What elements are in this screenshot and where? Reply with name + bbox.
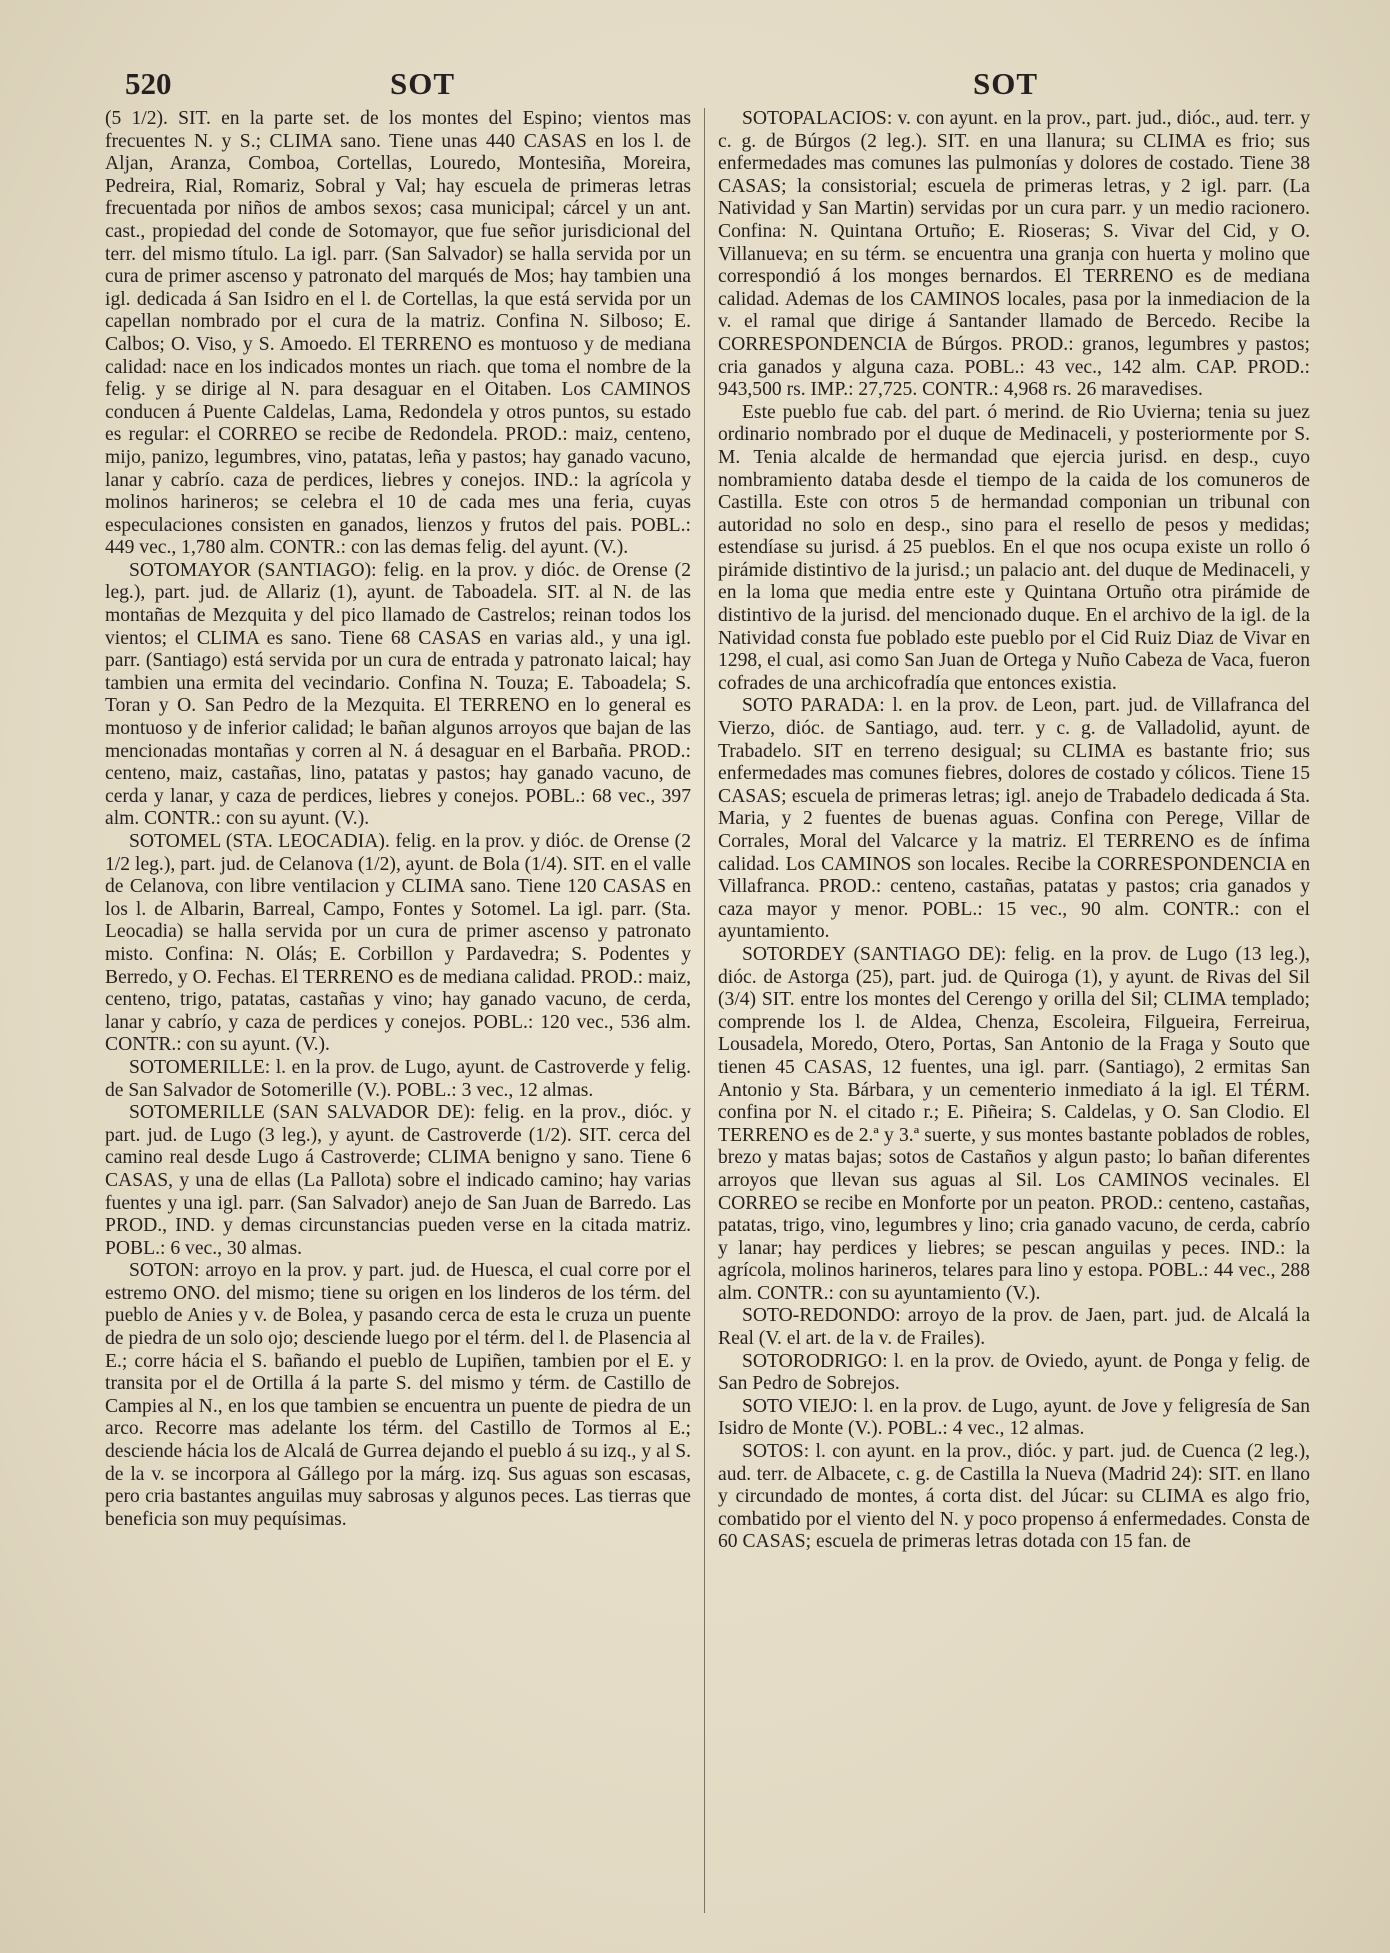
entry-soton: SOTON: arroyo en la prov. y part. jud. de Huesca, el cual corre por el estremo ONO. del mismo; tiene su origen en los linderos de los térm. del pueblo de Anies y v. de Bolea, y pasando cerca de esta le cruza un puente de piedra de un solo ojo; desciende luego por el térm. del l. de Plasencia al E.; corre hácia el S. bañando el pueblo de Lupiñen, tambien por el E. y transita por el de Ortilla á la parte S. del mismo y térm. de Castillo de Campies al N., en los que tambien se encuentra un puente de piedra de un arco. Recorre mas adelante los térm. del Castillo de Tormos al E.; desciende hácia los de Alcalá de Gurrea dejando el pueblo á su izq., y al S. de la v. se incorpora al Gállego por la márg. izq. Sus aguas son escasas, pero cria bastantes anguilas muy sabrosas y algunos peces. Las tierras que beneficia son muy pequísimas. (105, 1260, 691, 1530)
column-divider (704, 108, 705, 1913)
entry-sotomerille: SOTOMERILLE: l. en la prov. de Lugo, ayunt. de Castroverde y felig. de San Salvador de Sotomerille (V.). POBL.: 3 vec., 12 almas. (105, 1056, 691, 1101)
left-running-head: SOT (390, 66, 456, 101)
entry-sotomerille-san-salvador: SOTOMERILLE (SAN SALVADOR DE): felig. en la prov., dióc. y part. jud. de Lugo (3 leg.), y ayunt. de Castroverde (1/2). SIT. cerca del camino real desde Lugo á Castroverde; CLIMA benigno y sano. Tiene 6 CASAS, y una de ellas (La Pallota) sobre el indicado camino; hay varias fuentes y una igl. parr. (San Salvador) anejo de San Juan de Barredo. Las PROD., IND. y demas circunstancias pueden verse en la citada matriz. POBL.: 6 vec., 30 almas. (105, 1102, 691, 1259)
entry-sotomayor-santiago: SOTOMAYOR (SANTIAGO): felig. en la prov. y dióc. de Orense (2 leg.), part. jud. de Allariz (1), ayunt. de Taboadela. SIT. al N. de las montañas de Mezquita y del pico llamado de Castrelos; reinan todos los vientos; el CLIMA es sano. Tiene 68 CASAS en varias ald., y una igl. parr. (Santiago) está servida por un cura de entrada y patronato laical; hay tambien una ermita del vecindario. Confina N. Touza; E. Taboadela; S. Toran y O. San Pedro de la Mezquita. El TERRENO en lo general es montuoso y de inferior calidad; le bañan algunos arroyos que bajan de las mencionadas montañas y corren al N. á desaguar en el Barbaña. PROD.: centeno, maiz, castañas, lino, patatas y pastos; hay ganado vacuno, de cerda y lanar, y caza de perdices, liebres y conejos. POBL.: 68 vec., 397 alm. CONTR.: con su ayunt. (V.). (105, 559, 691, 830)
entry-sotopalacios: SOTOPALACIOS: v. con ayunt. en la prov., part. jud., dióc., aud. terr. y c. g. de Búrgos (2 leg.). SIT. en una llanura; su CLIMA es frio; sus enfermedades mas comunes las pulmonías y dolores de costado. Tiene 38 CASAS; la consistorial; escuela de primeras letras, y 2 igl. parr. (La Natividad y San Martin) servidas por un cura parr. y un medio racionero. Confina: N. Quintana Ortuño; E. Rioseras; S. Vivar del Cid, y O. Villanueva; en su térm. se encuentra una granja con huerta y molino que correspondió á los monges bernardos. El TERRENO es de mediana calidad. Ademas de los CAMINOS locales, pasa por la inmediacion de la v. el ramal que dirige á Santander llamado de Bercedo. Recibe la CORRESPONDENCIA de Búrgos. PROD.: granos, legumbres y pastos; cria ganados y alguna caza. POBL.: 43 vec., 142 alm. CAP. PROD.: 943,500 rs. IMP.: 27,725. CONTR.: 4,968 rs. 26 maravedises. (718, 108, 1310, 401)
entry-sotomayor-continued: (5 1/2). SIT. en la parte set. de los montes del Espino; vientos mas frecuentes N. y S.; CLIMA sano. Tiene unas 440 CASAS en los l. de Aljan, Aranza, Comboa, Cortellas, Louredo, Montesiña, Moreira, Pedreira, Rial, Romariz, Sobral y Val; hay escuela de primeras letras frecuentada por niños de ambos sexos; casa municipal; cárcel y un ant. cast., propiedad del conde de Sotomayor, que fue señor jurisdicional del terr. del mismo título. La igl. parr. (San Salvador) se halla servida por un cura de primer ascenso y patronato del marqués de Mos; hay tambien una igl. dedicada á San Isidro en el l. de Cortellas, la que está servida por un capellan nombrado por el cura de la matriz. Confina N. Silboso; E. Calbos; O. Viso, y S. Amoedo. El TERRENO es montuoso y de mediana calidad: nace en los indicados montes un riach. que toma el nombre de la felig. y se dirige al N. para desaguar en el Oitaben. Los CAMINOS conducen á Puente Caldelas, Lama, Redondela y otros puntos, su estado es regular: el CORREO se recibe de Redondela. PROD.: maiz, centeno, mijo, panizo, legumbres, vino, patatas, leña y pastos; hay ganado vacuno, lanar y cabrío. caza de perdices, liebres y conejos. IND.: la agrícola y molinos harineros; se celebra el 10 de cada mes una feria, cuyas especulaciones consisten en ganados, lienzos y frutos del pais. POBL.: 449 vec., 1,780 alm. CONTR.: con las demas felig. del ayunt. (V.). (105, 108, 691, 559)
left-column (105, 108, 691, 1928)
entry-sotos: SOTOS: l. con ayunt. en la prov., dióc. y part. jud. de Cuenca (2 leg.), aud. terr. de Albacete, c. g. de Castilla la Nueva (Madrid 24): SIT. en llano y circundado de montes, á corta dist. del Júcar: su CLIMA es algo frio, combatido por el viento del N. y poco propenso á enfermedades. Consta de 60 CASAS; escuela de primeras letras dotada con 15 fan. de (718, 1441, 1310, 1553)
entry-sotomel: SOTOMEL (STA. LEOCADIA). felig. en la prov. y dióc. de Orense (2 1/2 leg.), part. jud. de Celanova (1/2), ayunt. de Bola (1/4). SIT. en el valle de Celanova, con libre ventilacion y CLIMA sano. Tiene 120 CASAS en los l. de Albarin, Barreal, Campo, Fontes y Sotomel. La igl. parr. (Sta. Leocadia) se halla servida por un cura de primer ascenso y patronato misto. Confina: N. Olás; E. Corbillon y Pardavedra; S. Podentes y Berredo, y O. Fechas. El TERRENO es de mediana calidad. PROD.: maiz, centeno, trigo, patatas, castañas y vino; hay ganado vacuno, de cerda, lanar y cabrío, y caza de perdices y conejos. POBL.: 120 vec., 536 alm. CONTR.: con su ayunt. (V.). (105, 831, 691, 1056)
entry-sotorodrigo: SOTORODRIGO: l. en la prov. de Oviedo, ayunt. de Ponga y felig. de San Pedro de Sobrejos. (718, 1350, 1310, 1395)
page-header (125, 66, 1315, 104)
entry-sotopalacios-history: Este pueblo fue cab. del part. ó merind. de Rio Uvierna; tenia su juez ordinario nombrado por el duque de Medinaceli, y posteriormente por S. M. Tenia alcalde de hermandad que ejercia jurisd. en desp., cuyo nombramiento databa desde el tiempo de la caida de los comuneros de Castilla. Este con otros 5 de hermandad componian un tribunal con autoridad no solo en desp., sino para el resello de pesos y medidas; estendíase su jurisd. á 25 pueblos. En el que nos ocupa existe un rollo ó pirámide distintivo de la jurisd.; un palacio ant. del duque de Medinaceli, y en la loma que media entre este y Quintana Ortuño otra pirámide de distintivo de la jurisd. del mencionado duque. En el archivo de la igl. de la Natividad consta fue poblado este pueblo por el Cid Ruiz Diaz de Vivar en 1298, el cual, asi como San Juan de Ortega y Nuño Cabeza de Vaca, fueron cofrades de una archicofradía que entonces existia. (718, 401, 1310, 694)
entry-soto-viejo: SOTO VIEJO: l. en la prov. de Lugo, ayunt. de Jove y feligresía de San Isidro de Monte (V.). POBL.: 4 vec., 12 almas. (718, 1395, 1310, 1440)
page-number: 520 (125, 66, 172, 101)
entry-sotordey: SOTORDEY (SANTIAGO DE): felig. en la prov. de Lugo (13 leg.), dióc. de Astorga (25), part. jud. de Quiroga (1), y ayunt. de Rivas del Sil (3/4) SIT. entre los montes del Cerengo y orilla del Sil; CLIMA templado; comprende los l. de Aldea, Chenza, Escoleira, Filgueira, Ferreirua, Lousadela, Moredo, Otero, Portas, San Antonio de la Fraga y Souto que tienen 45 CASAS, 12 fuentes, una igl. parr. (Santiago), 2 ermitas San Antonio y Sta. Bárbara, y un cementerio inmediato á la igl. El TÉRM. confina por N. el citado r.; E. Piñeira; S. Caldelas, y O. San Clodio. El TERRENO es de 2.ª y 3.ª suerte, y sus montes bastante poblados de robles, brezo y matas bajas; sotos de Castaños y algun pasto; lo bañan diferentes arroyos que llevan sus aguas al Sil. Los CAMINOS vecinales. El CORREO se recibe en Monforte por un peaton. PROD.: centeno, castañas, patatas, trigo, vino, legumbres y lino; cria ganado vacuno, de cerda, cabrío y lanar; hay perdices y liebres; se pescan anguilas y peces. IND.: la agrícola, molinos harineros, telares para lino y estopa. POBL.: 44 vec., 288 alm. CONTR.: con su ayuntamiento (V.). (718, 943, 1310, 1304)
entry-soto-parada: SOTO PARADA: l. en la prov. de Leon, part. jud. de Villafranca del Vierzo, dióc. de Santiago, aud. terr. y c. g. de Valladolid, ayunt. de Trabadelo. SIT en terreno desigual; su CLIMA es bastante frio; sus enfermedades mas comunes fiebres, dolores de costado y cólicos. Tiene 15 CASAS; escuela de primeras letras; igl. anejo de Trabadelo dedicada á Sta. Maria, y 2 fuentes de buenas aguas. Confina con Perege, Villar de Corrales, Moral del Valcarce y la matriz. El TERRENO es de ínfima calidad. Los CAMINOS son locales. Recibe la CORRESPONDENCIA en Villafranca. PROD.: centeno, castañas, patatas y pastos; cria ganados y caza mayor y menor. POBL.: 15 vec., 90 alm. CONTR.: con el ayuntamiento. (718, 695, 1310, 943)
right-column (718, 108, 1310, 1928)
entry-soto-redondo: SOTO-REDONDO: arroyo de la prov. de Jaen, part. jud. de Alcalá la Real (V. el art. de la v. de Frailes). (718, 1305, 1310, 1350)
right-running-head: SOT (973, 66, 1039, 101)
